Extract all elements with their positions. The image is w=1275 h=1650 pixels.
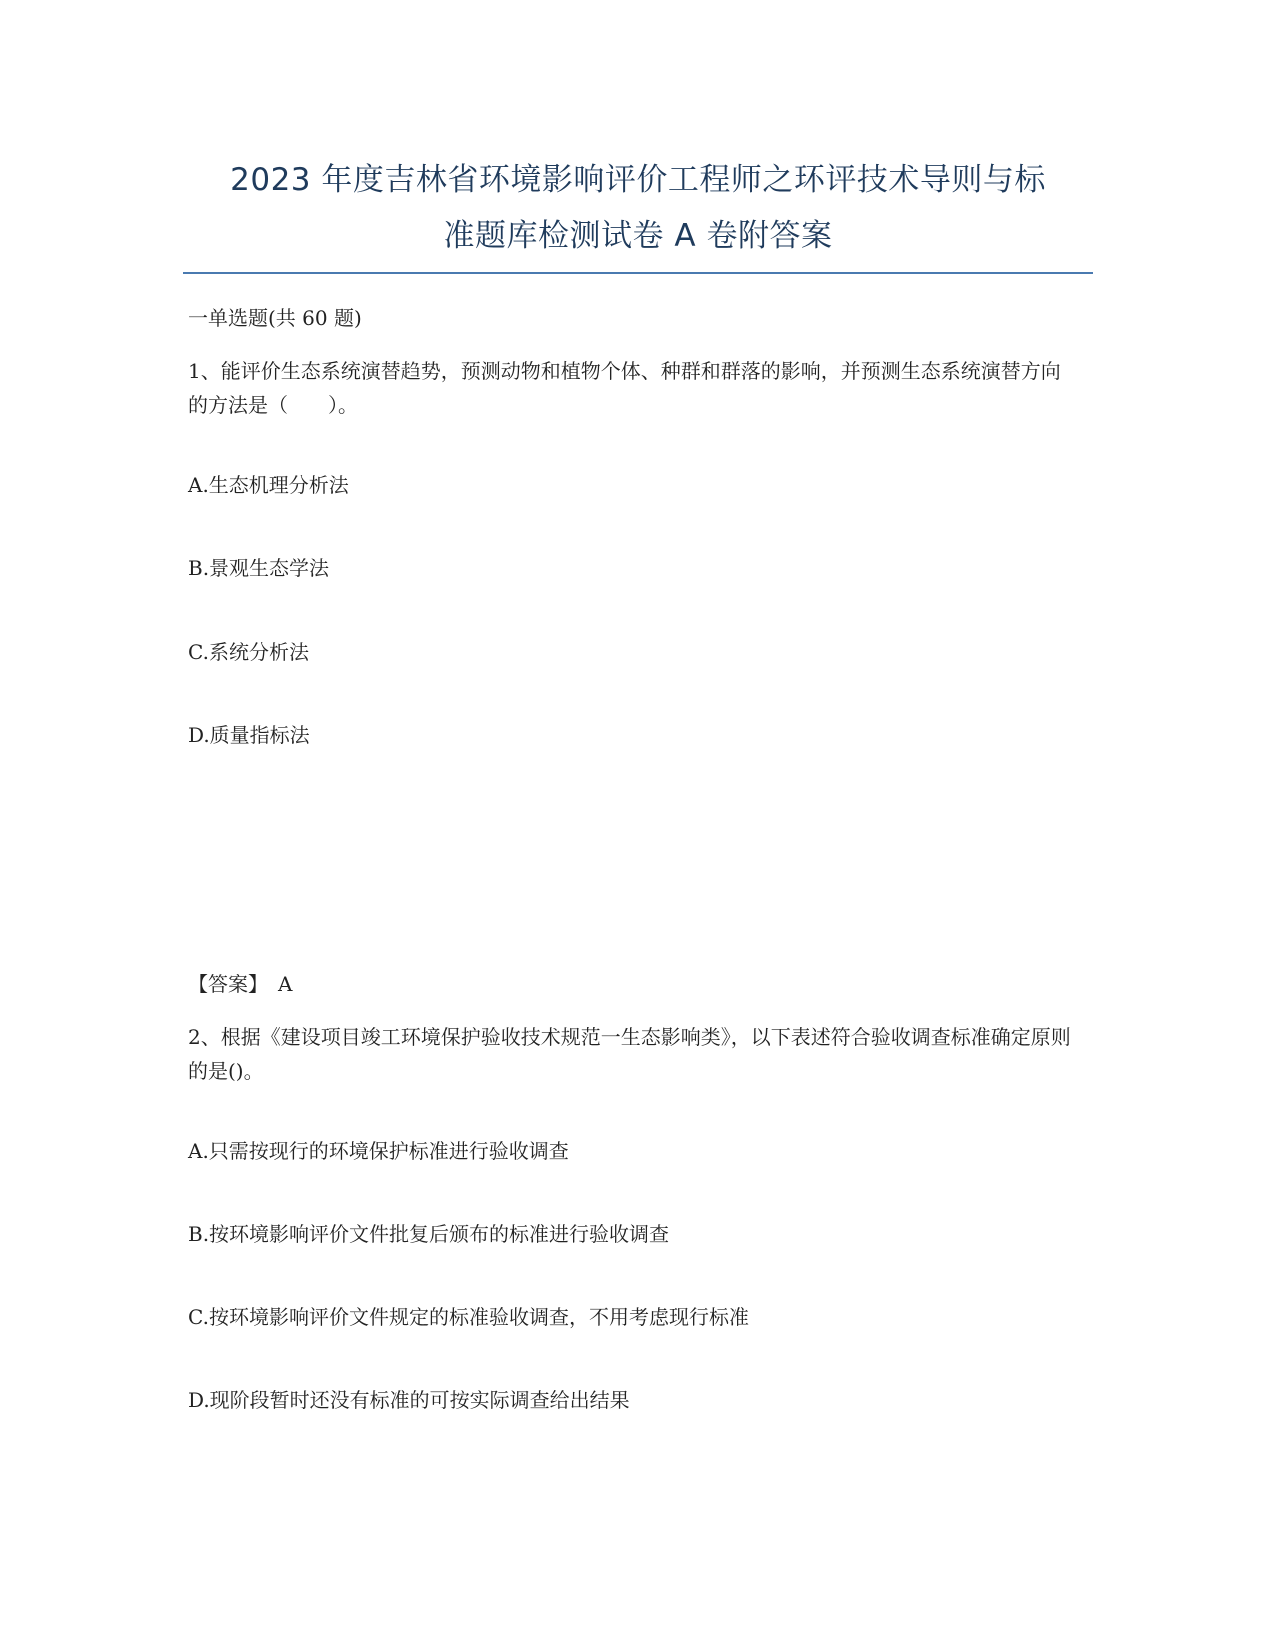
- document-title: [183, 152, 1093, 264]
- question-1-option-a: A.生态机理分析法: [188, 473, 349, 497]
- question-2-option-d: D.现阶段暂时还没有标准的可按实际调查给出结果: [188, 1388, 630, 1412]
- question-2-option-c: C.按环境影响评价文件规定的标准验收调查，不用考虑现行标准: [188, 1305, 749, 1329]
- title-line-1: 2023 年度吉林省环境影响评价工程师之环评技术导则与标: [230, 162, 1046, 198]
- question-1-option-b: B.景观生态学法: [188, 556, 330, 580]
- section-heading: 一单选题(共 60 题): [188, 306, 362, 330]
- title-line-2: 准题库检测试卷 A 卷附答案: [443, 218, 833, 254]
- question-1-option-c: C.系统分析法: [188, 640, 309, 664]
- question-1-stem: 1、能评价生态系统演替趋势，预测动物和植物个体、种群和群落的影响，并预测生态系统演替方向的方法是（ ）。: [188, 359, 1061, 417]
- question-1-option-d: D.质量指标法: [188, 723, 310, 747]
- question-2-stem: 2、根据《建设项目竣工环境保护验收技术规范一生态影响类》，以下表述符合验收调查标准确定原则的是()。: [188, 1025, 1071, 1083]
- question-1-answer: 【答案】 A: [188, 972, 293, 996]
- title-divider: [183, 272, 1093, 274]
- question-2-option-a: A.只需按现行的环境保护标准进行验收调查: [188, 1139, 569, 1163]
- question-2-option-b: B.按环境影响评价文件批复后颁布的标准进行验收调查: [188, 1222, 670, 1246]
